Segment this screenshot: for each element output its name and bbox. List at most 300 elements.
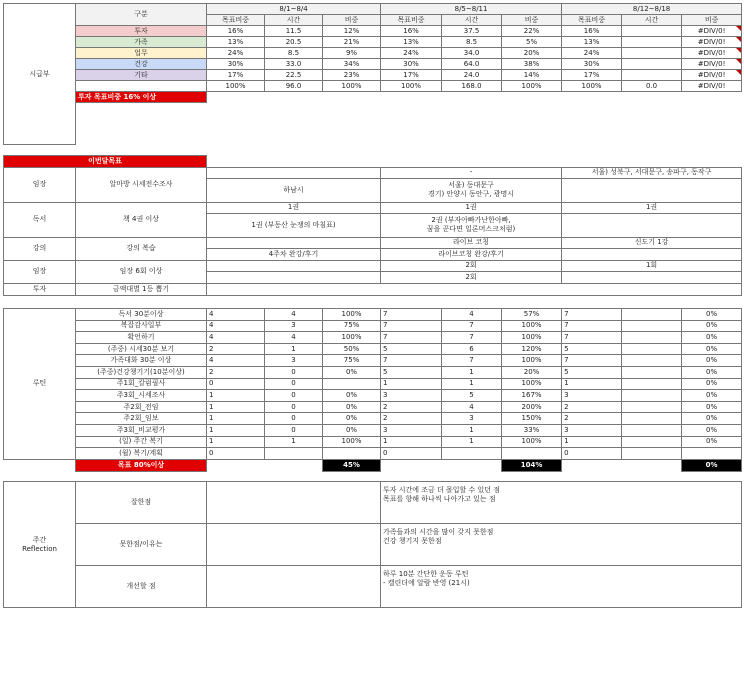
- total-value[interactable]: 168.0: [442, 81, 502, 92]
- spacer[interactable]: [76, 103, 742, 114]
- routine-value[interactable]: 0: [265, 378, 323, 390]
- routine-value[interactable]: [622, 308, 682, 320]
- column-header[interactable]: 시간: [622, 15, 682, 26]
- time-value[interactable]: #DIV/0!: [682, 26, 742, 37]
- routine-value[interactable]: 100%: [502, 378, 562, 390]
- time-value[interactable]: 8.5: [265, 48, 323, 59]
- table-row: [4, 70, 742, 81]
- blank-cell[interactable]: [207, 283, 742, 295]
- spacer[interactable]: [76, 113, 742, 124]
- routine-value[interactable]: [682, 448, 742, 460]
- routine-value[interactable]: [622, 332, 682, 344]
- routine-value[interactable]: 7: [381, 332, 442, 344]
- routine-value[interactable]: 3: [442, 413, 502, 425]
- routine-value[interactable]: 1: [207, 413, 265, 425]
- routine-result[interactable]: 104%: [502, 459, 562, 471]
- routine-value[interactable]: 0: [265, 424, 323, 436]
- goal-p1[interactable]: [207, 237, 381, 248]
- table-row: [4, 471, 742, 482]
- monthly-goal-title[interactable]: 이번달목표: [4, 155, 207, 167]
- column-header[interactable]: 비중: [323, 15, 381, 26]
- total-value[interactable]: 0.0: [622, 81, 682, 92]
- table-row: [4, 524, 742, 566]
- goal-label[interactable]: 임장: [4, 260, 76, 283]
- routine-item[interactable]: 주1회_칼럼필사: [76, 378, 207, 390]
- section-time-label[interactable]: 시급부: [4, 4, 76, 145]
- reflection-text[interactable]: 하루 10분 간단한 운동 루틴 - 캘린더에 알람 반영 (21시): [381, 566, 742, 608]
- column-header[interactable]: 목표비중: [207, 15, 265, 26]
- table-row: [4, 4, 742, 15]
- time-value[interactable]: [622, 70, 682, 81]
- routine-value[interactable]: 100%: [502, 355, 562, 367]
- total-value[interactable]: 100%: [207, 81, 265, 92]
- time-value[interactable]: [622, 59, 682, 70]
- goal-p2[interactable]: 2회: [381, 260, 562, 271]
- total-value[interactable]: 100%: [381, 81, 442, 92]
- routine-value[interactable]: 0: [265, 390, 323, 402]
- category-3[interactable]: 건강: [76, 59, 207, 70]
- table-row: [4, 566, 742, 608]
- goal-text[interactable]: 강의 복습: [76, 237, 207, 260]
- table-row: [4, 320, 742, 332]
- time-value[interactable]: 21%: [323, 37, 381, 48]
- total-value[interactable]: 100%: [502, 81, 562, 92]
- time-value[interactable]: #DIV/0!: [682, 37, 742, 48]
- routine-value[interactable]: 0%: [682, 320, 742, 332]
- time-value[interactable]: 9%: [323, 48, 381, 59]
- routine-value[interactable]: [622, 448, 682, 460]
- goal-p2[interactable]: 라이브 코칭: [381, 237, 562, 248]
- time-value[interactable]: 16%: [381, 26, 442, 37]
- routine-value[interactable]: 7: [381, 355, 442, 367]
- time-value[interactable]: 30%: [381, 59, 442, 70]
- time-value[interactable]: 12%: [323, 26, 381, 37]
- planner-table: [3, 3, 742, 608]
- table-row: [4, 448, 742, 460]
- routine-item[interactable]: 가족대화 30분 이상: [76, 355, 207, 367]
- goal-p3[interactable]: 1회: [562, 260, 742, 271]
- time-value[interactable]: 20.5: [265, 37, 323, 48]
- routine-value[interactable]: 100%: [502, 332, 562, 344]
- routine-value[interactable]: 100%: [323, 436, 381, 448]
- routine-value[interactable]: 0%: [323, 424, 381, 436]
- routine-value[interactable]: 7: [562, 308, 622, 320]
- time-value[interactable]: 33.0: [265, 59, 323, 70]
- blank-cell[interactable]: [76, 81, 207, 92]
- table-row: [4, 92, 742, 103]
- routine-value[interactable]: 2: [381, 401, 442, 413]
- goal-p2-result[interactable]: 2권 (부자아빠가난한아빠, 꿈을 꾼다면 일론머스크처럼): [381, 213, 562, 237]
- routine-value[interactable]: 5: [381, 343, 442, 355]
- table-row: [4, 167, 742, 178]
- table-row: [4, 366, 742, 378]
- routine-value[interactable]: 1: [381, 378, 442, 390]
- routine-value[interactable]: 7: [442, 320, 502, 332]
- routine-value[interactable]: 0: [207, 378, 265, 390]
- spacer[interactable]: [4, 471, 742, 482]
- time-value[interactable]: 11.5: [265, 26, 323, 37]
- time-value[interactable]: 24%: [207, 48, 265, 59]
- routine-value[interactable]: [622, 355, 682, 367]
- table-row: [4, 37, 742, 48]
- routine-value[interactable]: 100%: [323, 308, 381, 320]
- routine-value[interactable]: 100%: [502, 436, 562, 448]
- routine-value[interactable]: 2: [207, 343, 265, 355]
- goal-p2-result[interactable]: 서울) 동대문구 경기) 안양시 동안구, 광명시: [381, 178, 562, 202]
- time-value[interactable]: #DIV/0!: [682, 59, 742, 70]
- blank-cell[interactable]: [207, 92, 742, 103]
- routine-item[interactable]: 확언하기: [76, 332, 207, 344]
- goal-p3[interactable]: 서울) 성북구, 서대문구, 송파구, 동작구: [562, 167, 742, 178]
- routine-value[interactable]: 7: [562, 320, 622, 332]
- routine-value[interactable]: 0: [265, 401, 323, 413]
- column-header[interactable]: 목표비중: [562, 15, 622, 26]
- routine-value[interactable]: [323, 378, 381, 390]
- time-value[interactable]: 14%: [502, 70, 562, 81]
- routine-value[interactable]: 1: [207, 424, 265, 436]
- table-row: [4, 59, 742, 70]
- time-value[interactable]: 30%: [562, 59, 622, 70]
- routine-value[interactable]: [622, 401, 682, 413]
- routine-value[interactable]: 0%: [682, 343, 742, 355]
- section-reflection-label[interactable]: 주간 Reflection: [4, 482, 76, 608]
- table-row: [4, 26, 742, 37]
- reflection-text[interactable]: 투자 시간에 조금 더 몰입할 수 있던 점 목표를 향해 하나씩 나아가고 있는 점: [381, 482, 742, 524]
- time-value[interactable]: 24%: [562, 48, 622, 59]
- table-row: [4, 308, 742, 320]
- routine-value[interactable]: 3: [381, 424, 442, 436]
- goal-label[interactable]: 임장: [4, 167, 76, 202]
- total-value[interactable]: 96.0: [265, 81, 323, 92]
- column-header[interactable]: 목표비중: [381, 15, 442, 26]
- time-value[interactable]: 16%: [207, 26, 265, 37]
- goal-p3-result[interactable]: [562, 213, 742, 237]
- table-row: [4, 355, 742, 367]
- routine-value[interactable]: 1: [207, 401, 265, 413]
- routine-value[interactable]: 4: [265, 332, 323, 344]
- time-value[interactable]: 34%: [323, 59, 381, 70]
- reflection-label[interactable]: 개선할 점: [76, 566, 207, 608]
- column-header[interactable]: 시간: [265, 15, 323, 26]
- routine-value[interactable]: 4: [207, 308, 265, 320]
- time-value[interactable]: 17%: [381, 70, 442, 81]
- routine-value[interactable]: 1: [265, 436, 323, 448]
- routine-value[interactable]: 0%: [682, 378, 742, 390]
- goal-p1[interactable]: 1권: [207, 202, 381, 213]
- routine-item[interactable]: 주2회_전임: [76, 401, 207, 413]
- time-value[interactable]: #DIV/0!: [682, 48, 742, 59]
- goal-p2[interactable]: 1권: [381, 202, 562, 213]
- blank-cell[interactable]: [207, 524, 381, 566]
- blank-cell[interactable]: [207, 482, 381, 524]
- routine-item[interactable]: 주3회_비교평가: [76, 424, 207, 436]
- routine-item[interactable]: (주중)건강챙기기(10분이상): [76, 366, 207, 378]
- routine-value[interactable]: 4: [207, 332, 265, 344]
- routine-value[interactable]: 0: [381, 448, 442, 460]
- time-value[interactable]: 13%: [207, 37, 265, 48]
- routine-value[interactable]: 0%: [682, 424, 742, 436]
- routine-value[interactable]: 100%: [323, 332, 381, 344]
- category-4[interactable]: 기타: [76, 70, 207, 81]
- goal-p3[interactable]: 1권: [562, 202, 742, 213]
- routine-value[interactable]: 3: [265, 355, 323, 367]
- routine-value[interactable]: 57%: [502, 308, 562, 320]
- routine-value[interactable]: 200%: [502, 401, 562, 413]
- goal-label[interactable]: 강의: [4, 237, 76, 260]
- routine-value[interactable]: [323, 448, 381, 460]
- spacer[interactable]: [76, 134, 742, 145]
- routine-value[interactable]: 4: [442, 401, 502, 413]
- time-value[interactable]: 22.5: [265, 70, 323, 81]
- time-value[interactable]: 17%: [207, 70, 265, 81]
- goal-p1[interactable]: [207, 260, 381, 271]
- time-value[interactable]: 13%: [381, 37, 442, 48]
- table-row: [4, 343, 742, 355]
- routine-value[interactable]: 20%: [502, 366, 562, 378]
- routine-value[interactable]: 0%: [323, 413, 381, 425]
- routine-value[interactable]: 0: [562, 448, 622, 460]
- blank-cell[interactable]: [207, 155, 742, 167]
- routine-value[interactable]: 120%: [502, 343, 562, 355]
- goal-p1-result[interactable]: 1권 (부동산 눈쟁의 마침표): [207, 213, 381, 237]
- routine-value[interactable]: [622, 366, 682, 378]
- spacer[interactable]: [76, 124, 742, 135]
- time-value[interactable]: 5%: [502, 37, 562, 48]
- routine-value[interactable]: 3: [381, 390, 442, 402]
- time-value[interactable]: 38%: [502, 59, 562, 70]
- time-value[interactable]: 24.0: [442, 70, 502, 81]
- routine-value[interactable]: 0%: [682, 332, 742, 344]
- routine-value[interactable]: 0%: [682, 355, 742, 367]
- routine-item[interactable]: 독서 30분이상: [76, 308, 207, 320]
- routine-value[interactable]: 4: [442, 308, 502, 320]
- table-row: [4, 155, 742, 167]
- routine-value[interactable]: 1: [562, 436, 622, 448]
- section-routine-label[interactable]: 루틴: [4, 308, 76, 459]
- routine-value[interactable]: [622, 320, 682, 332]
- goal-text[interactable]: 알마방 시세전수조사: [76, 167, 207, 202]
- goal-label[interactable]: 투자: [4, 283, 76, 295]
- column-header[interactable]: 비중: [502, 15, 562, 26]
- routine-value[interactable]: 2: [562, 401, 622, 413]
- routine-value[interactable]: 1: [381, 436, 442, 448]
- table-row: [4, 134, 742, 145]
- time-value[interactable]: 34.0: [442, 48, 502, 59]
- table-row: [4, 459, 742, 471]
- routine-item[interactable]: 주2회_임보: [76, 413, 207, 425]
- routine-value[interactable]: [622, 378, 682, 390]
- reflection-label[interactable]: 잘한점: [76, 482, 207, 524]
- goal-text[interactable]: 금액대별 1등 뽑기: [76, 283, 207, 295]
- reflection-label[interactable]: 못한점/이유는: [76, 524, 207, 566]
- table-row: [4, 145, 742, 156]
- total-value[interactable]: #DIV/0!: [682, 81, 742, 92]
- routine-value[interactable]: 7: [381, 320, 442, 332]
- goal-label[interactable]: 독서: [4, 202, 76, 237]
- table-row: [4, 260, 742, 271]
- routine-value[interactable]: 5: [562, 366, 622, 378]
- routine-value[interactable]: 2: [381, 413, 442, 425]
- routine-goal-note[interactable]: 목표 80%이상: [76, 459, 207, 471]
- time-value[interactable]: [622, 48, 682, 59]
- routine-value[interactable]: [622, 413, 682, 425]
- time-value[interactable]: [622, 37, 682, 48]
- routine-value[interactable]: [622, 424, 682, 436]
- routine-value[interactable]: 7: [381, 308, 442, 320]
- routine-value[interactable]: 4: [207, 320, 265, 332]
- category-0[interactable]: 투자: [76, 26, 207, 37]
- routine-value[interactable]: 1: [207, 436, 265, 448]
- routine-value[interactable]: 0%: [682, 401, 742, 413]
- goal-p1-result[interactable]: 4주차 완강/후기: [207, 248, 381, 260]
- time-value[interactable]: 13%: [562, 37, 622, 48]
- routine-value[interactable]: 1: [442, 436, 502, 448]
- routine-value[interactable]: 0%: [682, 413, 742, 425]
- time-value[interactable]: 22%: [502, 26, 562, 37]
- weekly-planner-sheet: [3, 3, 741, 608]
- routine-value[interactable]: 4: [265, 308, 323, 320]
- table-row: [4, 390, 742, 402]
- routine-value[interactable]: 6: [442, 343, 502, 355]
- routine-value[interactable]: 150%: [502, 413, 562, 425]
- goal-p2[interactable]: -: [381, 167, 562, 178]
- time-value[interactable]: #DIV/0!: [682, 70, 742, 81]
- blank-cell[interactable]: [4, 459, 76, 471]
- routine-value[interactable]: 2: [562, 413, 622, 425]
- goal-p1-result[interactable]: 하남시: [207, 178, 381, 202]
- time-value[interactable]: 8.5: [442, 37, 502, 48]
- routine-value[interactable]: 0%: [323, 390, 381, 402]
- routine-value[interactable]: 7: [442, 332, 502, 344]
- routine-value[interactable]: 1: [442, 366, 502, 378]
- routine-value[interactable]: 7: [562, 332, 622, 344]
- blank-cell[interactable]: [207, 566, 381, 608]
- routine-value[interactable]: 3: [562, 424, 622, 436]
- routine-value[interactable]: [265, 448, 323, 460]
- time-value[interactable]: 16%: [562, 26, 622, 37]
- routine-value[interactable]: 5: [442, 390, 502, 402]
- routine-value[interactable]: 1: [207, 390, 265, 402]
- blank-cell[interactable]: [381, 459, 502, 471]
- reflection-text[interactable]: 가족들과의 시간을 많이 갖지 못한점 건강 챙기지 못한점: [381, 524, 742, 566]
- table-row: [4, 482, 742, 524]
- time-value[interactable]: 23%: [323, 70, 381, 81]
- time-value[interactable]: 20%: [502, 48, 562, 59]
- table-row: [4, 81, 742, 92]
- routine-value[interactable]: 3: [265, 320, 323, 332]
- blank-cell[interactable]: [562, 459, 682, 471]
- goal-p3[interactable]: 신도기 1강: [562, 237, 742, 248]
- total-value[interactable]: 100%: [562, 81, 622, 92]
- time-value[interactable]: 64.0: [442, 59, 502, 70]
- routine-value[interactable]: 7: [562, 355, 622, 367]
- routine-value[interactable]: 0: [207, 448, 265, 460]
- routine-value[interactable]: 0%: [682, 390, 742, 402]
- time-value[interactable]: [622, 26, 682, 37]
- category-1[interactable]: 가족: [76, 37, 207, 48]
- blank-cell[interactable]: [207, 459, 323, 471]
- routine-value[interactable]: 100%: [502, 320, 562, 332]
- spacer[interactable]: [4, 145, 682, 156]
- routine-result[interactable]: 0%: [682, 459, 742, 471]
- total-value[interactable]: 100%: [323, 81, 381, 92]
- routine-value[interactable]: 0: [265, 366, 323, 378]
- routine-value[interactable]: 5: [562, 343, 622, 355]
- routine-value[interactable]: 0%: [323, 366, 381, 378]
- time-value[interactable]: 37.5: [442, 26, 502, 37]
- routine-value[interactable]: 1: [562, 378, 622, 390]
- time-value[interactable]: 24%: [381, 48, 442, 59]
- goal-text[interactable]: 임장 6회 이상: [76, 260, 207, 283]
- period-header[interactable]: 8/12~8/18: [562, 4, 742, 15]
- category-2[interactable]: 업무: [76, 48, 207, 59]
- routine-value[interactable]: 2: [207, 366, 265, 378]
- routine-item[interactable]: 주3회_시세조사: [76, 390, 207, 402]
- routine-value[interactable]: 4: [207, 355, 265, 367]
- routine-item[interactable]: (일) 주간 복기: [76, 436, 207, 448]
- routine-value[interactable]: [502, 448, 562, 460]
- routine-value[interactable]: 0%: [682, 308, 742, 320]
- routine-value[interactable]: 0%: [682, 436, 742, 448]
- routine-value[interactable]: [622, 390, 682, 402]
- goal-p3-result[interactable]: [562, 178, 742, 202]
- routine-value[interactable]: [442, 448, 502, 460]
- routine-value[interactable]: 1: [442, 378, 502, 390]
- routine-value[interactable]: 5: [381, 366, 442, 378]
- routine-value[interactable]: 33%: [502, 424, 562, 436]
- goal-text[interactable]: 책 4권 이상: [76, 202, 207, 237]
- time-value[interactable]: 17%: [562, 70, 622, 81]
- period-header[interactable]: 8/1~8/4: [207, 4, 381, 15]
- routine-item[interactable]: 복잡감사일부: [76, 320, 207, 332]
- goal-p1[interactable]: [207, 167, 381, 178]
- goal-p2-result[interactable]: 2회: [381, 271, 562, 283]
- routine-value[interactable]: 0%: [682, 366, 742, 378]
- goal-p3-result[interactable]: [562, 248, 742, 260]
- routine-value[interactable]: 75%: [323, 320, 381, 332]
- period-header[interactable]: 8/5~8/11: [381, 4, 562, 15]
- routine-value[interactable]: [622, 436, 682, 448]
- goal-p3-result[interactable]: [562, 271, 742, 283]
- table-row: [4, 103, 742, 114]
- invest-goal-note[interactable]: 투자 목표비중 16% 이상: [76, 92, 207, 103]
- column-header[interactable]: 비중: [682, 15, 742, 26]
- routine-value[interactable]: 167%: [502, 390, 562, 402]
- routine-value[interactable]: 50%: [323, 343, 381, 355]
- table-row: [4, 332, 742, 344]
- routine-value[interactable]: 75%: [323, 355, 381, 367]
- spacer[interactable]: [4, 295, 742, 308]
- routine-item[interactable]: (주중) 시세30분 보기: [76, 343, 207, 355]
- routine-value[interactable]: 1: [442, 424, 502, 436]
- goal-p2-result[interactable]: 라이브코칭 완강/후기: [381, 248, 562, 260]
- time-value[interactable]: 30%: [207, 59, 265, 70]
- table-row: [4, 113, 742, 124]
- routine-value[interactable]: 3: [562, 390, 622, 402]
- routine-value[interactable]: 0: [265, 413, 323, 425]
- table-row: [4, 124, 742, 135]
- column-header[interactable]: 시간: [442, 15, 502, 26]
- goal-p1-result[interactable]: [207, 271, 381, 283]
- gubun-header[interactable]: 구분: [76, 4, 207, 26]
- routine-value[interactable]: [622, 343, 682, 355]
- routine-value[interactable]: 0%: [323, 401, 381, 413]
- table-row: [4, 202, 742, 213]
- routine-value[interactable]: 7: [442, 355, 502, 367]
- routine-item[interactable]: (월) 복기/계획: [76, 448, 207, 460]
- routine-result[interactable]: 45%: [323, 459, 381, 471]
- routine-value[interactable]: 1: [265, 343, 323, 355]
